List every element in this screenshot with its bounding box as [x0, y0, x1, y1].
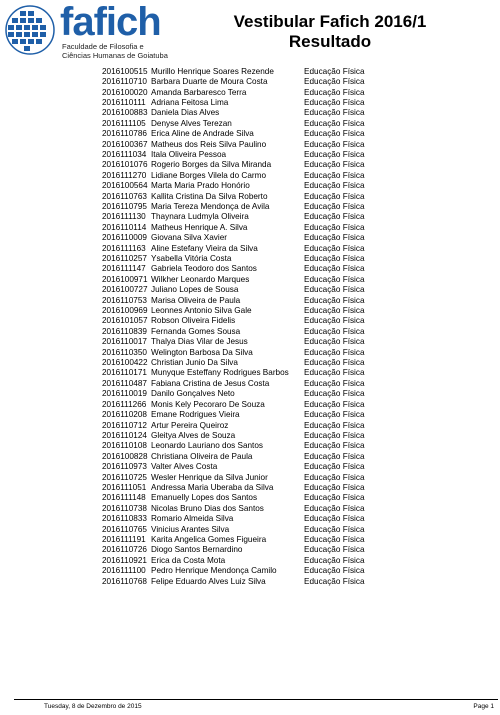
row-course: Educação Física — [304, 274, 365, 284]
row-name: Marisa Oliveira de Paula — [151, 295, 241, 305]
row-code: 2016111163 — [102, 243, 146, 253]
table-row — [102, 243, 392, 253]
row-course: Educação Física — [304, 472, 365, 482]
table-row — [102, 139, 392, 149]
row-code: 2016110763 — [102, 191, 147, 201]
table-row — [102, 513, 392, 523]
row-course: Educação Física — [304, 118, 365, 128]
row-course: Educação Física — [304, 222, 365, 232]
row-course: Educação Física — [304, 420, 365, 430]
table-row — [102, 264, 392, 274]
row-code: 2016100367 — [102, 139, 148, 149]
row-code: 2016110753 — [102, 295, 147, 305]
row-code: 2016110973 — [102, 462, 147, 472]
table-row — [102, 201, 392, 211]
table-row — [102, 576, 392, 586]
table-row — [102, 389, 392, 399]
row-code: 2016100515 — [102, 66, 148, 76]
row-name: Diogo Santos Bernardino — [151, 545, 243, 555]
row-course: Educação Física — [304, 97, 365, 107]
row-course: Educação Física — [304, 285, 365, 295]
row-code: 2016110009 — [102, 233, 147, 243]
row-course: Educação Física — [304, 493, 365, 503]
results-table — [102, 66, 392, 586]
row-name: Rogerio Borges da Silva Miranda — [151, 160, 272, 170]
table-row — [102, 180, 392, 190]
row-code: 2016111051 — [102, 482, 147, 492]
row-name: Murillo Henrique Soares Rezende — [151, 66, 274, 76]
row-course: Educação Física — [304, 555, 365, 565]
table-row — [102, 128, 392, 138]
row-course: Educação Física — [304, 201, 365, 211]
table-row — [102, 253, 392, 263]
row-name: Robson Oliveira Fidelis — [151, 316, 236, 326]
row-name: Matheus dos Reis Silva Paulino — [151, 139, 267, 149]
row-course: Educação Física — [304, 576, 365, 586]
row-course: Educação Física — [304, 534, 365, 544]
table-row — [102, 555, 392, 565]
row-name: Denyse Alves Terezan — [151, 118, 232, 128]
table-row — [102, 347, 392, 357]
row-name: Emanuelly Lopes dos Santos — [151, 493, 258, 503]
table-row — [102, 503, 392, 513]
table-row — [102, 170, 392, 180]
row-code: 2016110768 — [102, 576, 147, 586]
row-name: Gleitya Alves de Souza — [151, 430, 236, 440]
row-name: Amanda Barbaresco Terra — [151, 87, 247, 97]
row-course: Educação Física — [304, 451, 365, 461]
row-code: 2016111148 — [102, 493, 146, 503]
table-row — [102, 493, 392, 503]
footer-divider — [14, 699, 498, 700]
table-row — [102, 357, 392, 367]
row-course: Educação Física — [304, 430, 365, 440]
row-code: 2016111191 — [102, 534, 146, 544]
row-code: 2016110795 — [102, 201, 147, 211]
row-course: Educação Física — [304, 264, 365, 274]
row-code: 2016100564 — [102, 181, 148, 191]
row-code: 2016110108 — [102, 441, 147, 451]
row-code: 2016110017 — [102, 337, 147, 347]
row-course: Educação Física — [304, 306, 365, 316]
row-course: Educação Física — [304, 170, 365, 180]
row-name: Vinicius Arantes Silva — [151, 524, 230, 534]
table-row — [102, 420, 392, 430]
row-name: Daniela Dias Alves — [151, 108, 220, 118]
row-code: 2016110171 — [102, 368, 147, 378]
row-code: 2016110124 — [102, 430, 147, 440]
table-row — [102, 76, 392, 86]
row-course: Educação Física — [304, 326, 365, 336]
document-header — [0, 0, 500, 66]
row-name: Itala Oliveira Pessoa — [151, 149, 227, 159]
row-code: 2016111034 — [102, 149, 147, 159]
row-name: Gabriela Teodoro dos Santos — [151, 264, 257, 274]
row-name: Giovana Silva Xavier — [151, 233, 227, 243]
row-name: Valter Alves Costa — [151, 462, 218, 472]
row-course: Educação Física — [304, 441, 365, 451]
table-row — [102, 160, 392, 170]
row-code: 2016110833 — [102, 514, 147, 524]
row-course: Educação Física — [304, 347, 365, 357]
row-code: 2016100971 — [102, 274, 148, 284]
row-code: 2016101076 — [102, 160, 148, 170]
table-row — [102, 409, 392, 419]
row-course: Educação Física — [304, 295, 365, 305]
table-row — [102, 149, 392, 159]
row-code: 2016110921 — [102, 555, 147, 565]
row-name: Leonnes Antonio Silva Gale — [151, 306, 252, 316]
row-course: Educação Física — [304, 233, 365, 243]
row-course: Educação Física — [304, 87, 365, 97]
table-row — [102, 368, 392, 378]
row-course: Educação Física — [304, 139, 365, 149]
row-name: Adriana Feitosa Lima — [151, 97, 229, 107]
row-name: Aline Estefany Vieira da Silva — [151, 243, 258, 253]
row-name: Juliano Lopes de Sousa — [151, 285, 239, 295]
row-course: Educação Física — [304, 254, 365, 264]
row-course: Educação Física — [304, 410, 365, 420]
row-code: 2016110208 — [102, 410, 147, 420]
table-row — [102, 305, 392, 315]
row-code: 2016100969 — [102, 306, 148, 316]
row-name: Artur Pereira Queiroz — [151, 420, 229, 430]
row-name: Marta Maria Prado Honório — [151, 181, 250, 191]
row-course: Educação Física — [304, 482, 365, 492]
row-code: 2016111100 — [102, 566, 146, 576]
table-row — [102, 274, 392, 284]
row-code: 2016110487 — [102, 378, 147, 388]
row-course: Educação Física — [304, 129, 365, 139]
row-code: 2016110710 — [102, 77, 147, 87]
table-row — [102, 326, 392, 336]
table-row — [102, 482, 392, 492]
document-title — [180, 12, 480, 52]
row-course: Educação Física — [304, 368, 365, 378]
row-code: 2016110019 — [102, 389, 147, 399]
row-name: Christian Junio Da Silva — [151, 358, 238, 368]
row-name: Erica da Costa Mota — [151, 555, 226, 565]
row-name: Pedro Henrique Mendonça Camilo — [151, 566, 277, 576]
row-name: Maria Tereza Mendonça de Avila — [151, 201, 270, 211]
row-code: 2016110257 — [102, 254, 147, 264]
row-name: Wilkher Leonardo Marques — [151, 274, 250, 284]
row-name: Thaynara Ludmyla Oliveira — [151, 212, 249, 222]
row-name: Kallita Cristina Da Silva Roberto — [151, 191, 268, 201]
row-name: Fernanda Gomes Sousa — [151, 326, 241, 336]
row-name: Emane Rodrigues Vieira — [151, 410, 240, 420]
row-course: Educação Física — [304, 316, 365, 326]
logo-subtitle-line2: Ciências Humanas de Goiatuba — [62, 50, 168, 60]
table-row — [102, 97, 392, 107]
row-name: Munyque Esteffany Rodrigues Barbos — [151, 368, 289, 378]
row-name: Karita Angelica Gomes Figueira — [151, 534, 267, 544]
table-row — [102, 566, 392, 576]
row-course: Educação Física — [304, 358, 365, 368]
table-row — [102, 378, 392, 388]
row-code: 2016111147 — [102, 264, 146, 274]
row-code: 2016100422 — [102, 358, 148, 368]
row-name: Nicolas Bruno Dias dos Santos — [151, 503, 264, 513]
table-row — [102, 472, 392, 482]
table-row — [102, 337, 392, 347]
row-code: 2016111105 — [102, 118, 146, 128]
row-course: Educação Física — [304, 399, 365, 409]
row-code: 2016100883 — [102, 108, 148, 118]
row-code: 2016110111 — [102, 97, 146, 107]
row-course: Educação Física — [304, 149, 365, 159]
row-name: Barbara Duarte de Moura Costa — [151, 77, 268, 87]
title-line-2: Resultado — [288, 32, 372, 51]
table-row — [102, 222, 392, 232]
table-row — [102, 108, 392, 118]
table-row — [102, 399, 392, 409]
row-course: Educação Física — [304, 337, 365, 347]
row-name: Matheus Henrique A. Silva — [151, 222, 248, 232]
table-row — [102, 451, 392, 461]
row-code: 2016111130 — [102, 212, 146, 222]
row-course: Educação Física — [304, 191, 365, 201]
row-code: 2016110726 — [102, 545, 147, 555]
row-course: Educação Física — [304, 514, 365, 524]
row-name: Wesler Henrique da Silva Junior — [151, 472, 268, 482]
row-course: Educação Física — [304, 378, 365, 388]
row-code: 2016101057 — [102, 316, 148, 326]
row-course: Educação Física — [304, 389, 365, 399]
row-course: Educação Física — [304, 545, 365, 555]
row-course: Educação Física — [304, 243, 365, 253]
title-line-1: Vestibular Fafich 2016/1 — [233, 12, 427, 31]
row-code: 2016110765 — [102, 524, 147, 534]
row-course: Educação Física — [304, 108, 365, 118]
row-name: Welington Barbosa Da Silva — [151, 347, 253, 357]
row-course: Educação Física — [304, 462, 365, 472]
row-code: 2016100727 — [102, 285, 148, 295]
table-row — [102, 285, 392, 295]
table-row — [102, 430, 392, 440]
row-name: Felipe Eduardo Alves Luiz Silva — [151, 576, 266, 586]
logo-subtitle — [62, 43, 168, 60]
row-code: 2016110725 — [102, 472, 147, 482]
table-row — [102, 87, 392, 97]
row-course: Educação Física — [304, 181, 365, 191]
row-name: Ysabella Vitória Costa — [151, 254, 232, 264]
logo-subtitle-line1: Faculdade de Filosofia e — [62, 42, 144, 51]
row-course: Educação Física — [304, 524, 365, 534]
row-code: 2016110839 — [102, 326, 147, 336]
row-code: 2016110738 — [102, 503, 147, 513]
table-row — [102, 191, 392, 201]
table-row — [102, 461, 392, 471]
row-name: Lidiane Borges Vilela do Carmo — [151, 170, 266, 180]
row-course: Educação Física — [304, 566, 365, 576]
row-code: 2016111266 — [102, 399, 147, 409]
row-code: 2016111270 — [102, 170, 147, 180]
table-row — [102, 524, 392, 534]
table-row — [102, 545, 392, 555]
row-course: Educação Física — [304, 160, 365, 170]
table-row — [102, 534, 392, 544]
row-course: Educação Física — [304, 503, 365, 513]
row-name: Romario Almeida Silva — [151, 514, 234, 524]
row-name: Thalya Dias Vilar de Jesus — [151, 337, 248, 347]
globe-logo-icon — [4, 4, 56, 56]
row-name: Erica Aline de Andrade Silva — [151, 129, 254, 139]
row-name: Danilo Gonçalves Neto — [151, 389, 235, 399]
row-code: 2016100020 — [102, 87, 148, 97]
row-code: 2016110114 — [102, 222, 147, 232]
table-row — [102, 212, 392, 222]
table-row — [102, 66, 392, 76]
row-course: Educação Física — [304, 66, 365, 76]
row-name: Monis Kely Pecoraro De Souza — [151, 399, 265, 409]
table-row — [102, 316, 392, 326]
logo-wordmark: fafich — [60, 0, 161, 44]
table-row — [102, 233, 392, 243]
row-course: Educação Física — [304, 212, 365, 222]
row-name: Leonardo Lauriano dos Santos — [151, 441, 263, 451]
row-name: Christiana Oliveira de Paula — [151, 451, 253, 461]
row-code: 2016110712 — [102, 420, 147, 430]
footer-page-number: Page 1 — [473, 703, 494, 710]
table-row — [102, 441, 392, 451]
row-name: Andressa Maria Uberaba da Silva — [151, 482, 274, 492]
footer-date: Tuesday, 8 de Dezembro de 2015 — [44, 703, 142, 710]
row-name: Fabiana Cristina de Jesus Costa — [151, 378, 270, 388]
table-row — [102, 118, 392, 128]
row-code: 2016110350 — [102, 347, 147, 357]
table-row — [102, 295, 392, 305]
row-code: 2016110786 — [102, 129, 147, 139]
row-course: Educação Física — [304, 77, 365, 87]
row-code: 2016100828 — [102, 451, 148, 461]
